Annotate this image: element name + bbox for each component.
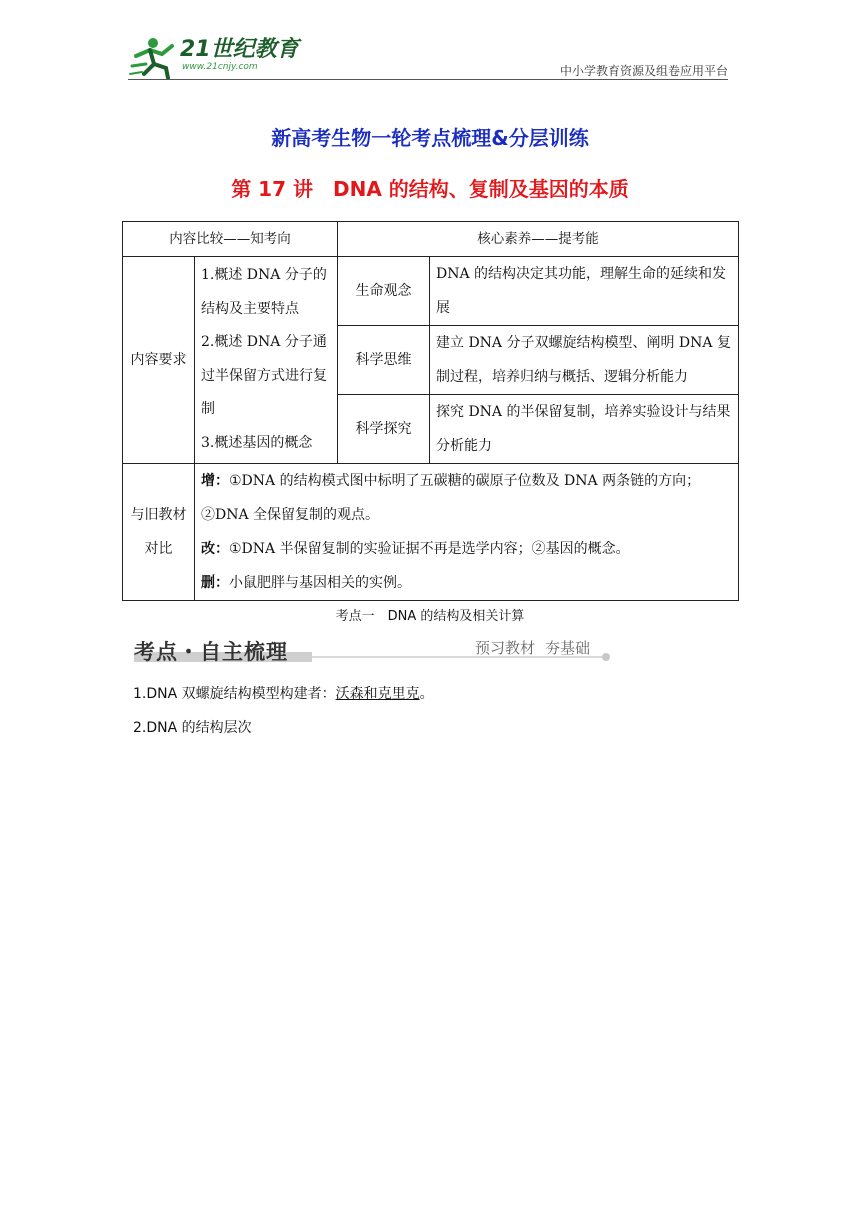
requirements-cell [195, 257, 338, 464]
requirements-label: 内容要求 [123, 257, 195, 464]
requirement-item: 1.概述 DNA 分子的结构及主要特点 [201, 267, 327, 317]
header-tagline: 中小学教育资源及组卷应用平台 [559, 64, 728, 78]
delete-text: 小鼠肥胖与基因相关的实例。 [229, 575, 411, 591]
paragraph-builders [133, 683, 434, 703]
p1-end: 。 [419, 686, 434, 702]
header-content-comparison: 内容比较——知考向 [123, 222, 338, 257]
competency-name: 科学思维 [338, 326, 430, 395]
compare-add [201, 464, 732, 532]
section-banner [134, 632, 612, 666]
delete-label: 删： [201, 575, 229, 591]
competency-name: 科学探究 [338, 395, 430, 464]
competency-desc: 探究 DNA 的半保留复制，培养实验设计与结果分析能力 [430, 395, 739, 464]
requirement-item: 2.概述 DNA 分子通过半保留方式进行复制 [201, 334, 327, 417]
change-label: 改： [201, 541, 229, 557]
compare-cell [195, 464, 739, 601]
compare-label: 与旧教材对比 [123, 464, 195, 601]
table-row [123, 464, 739, 601]
compare-delete [201, 566, 732, 600]
competency-name: 生命观念 [338, 257, 430, 326]
banner-sub-2: 夯基础 [544, 639, 590, 657]
header-divider [128, 79, 728, 80]
p1-answer: 沃森和克里克 [335, 686, 420, 702]
document-title: 新高考生物一轮考点梳理&分层训练 [271, 126, 589, 150]
banner-dot-icon [602, 653, 610, 661]
add-label: 增： [201, 473, 229, 489]
banner-sub-1: 预习教材 [474, 639, 535, 657]
requirement-item: 3.概述基因的概念 [201, 434, 313, 451]
change-text: ①DNA 半保留复制的实验证据不再是选学内容；②基因的概念。 [229, 541, 630, 557]
table-header-row [123, 222, 739, 257]
logo-text: 21世纪教育 [180, 37, 299, 62]
table-row [123, 257, 739, 326]
compare-change [201, 532, 732, 566]
logo-url: www.21cnjy.com [182, 62, 258, 72]
p1-label: 1.DNA 双螺旋结构模型构建者： [133, 686, 336, 702]
logo [128, 34, 308, 80]
banner-subtitle [465, 637, 590, 658]
competency-desc: DNA 的结构决定其功能，理解生命的延续和发展 [430, 257, 739, 326]
header-core-competency: 核心素养——提考能 [338, 222, 739, 257]
paragraph-structure-levels: 2.DNA 的结构层次 [133, 720, 252, 736]
competency-desc: 建立 DNA 分子双螺旋结构模型、阐明 DNA 复制过程，培养归纳与概括、逻辑分析能力 [430, 326, 739, 395]
banner-heading: 考点・自主梳理 [134, 640, 288, 664]
lesson-title: 第 17 讲 DNA 的结构、复制及基因的本质 [231, 177, 629, 201]
overview-table [122, 221, 739, 601]
add-text: ①DNA 的结构模式图中标明了五碳糖的碳原子位数及 DNA 两条链的方向；②DNA 全保留复制的观点。 [201, 473, 701, 523]
section-title: 考点一 DNA 的结构及相关计算 [335, 609, 525, 624]
page-header [128, 30, 728, 82]
